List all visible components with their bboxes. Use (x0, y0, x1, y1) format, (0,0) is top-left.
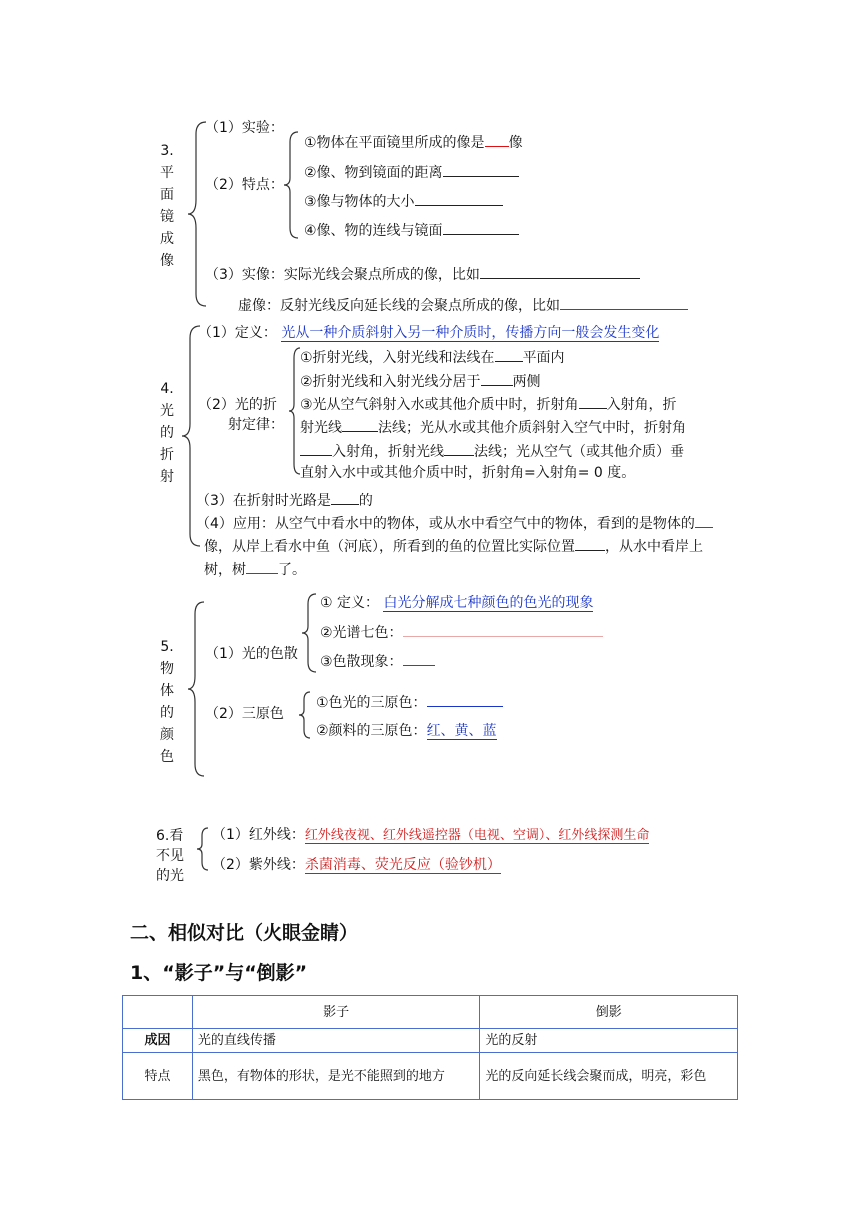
section-2-heading: 二、相似对比（火眼金睛） (130, 922, 359, 944)
law-3-text: ③光从空气斜射入水或其他介质中时，折射角 (300, 397, 579, 413)
pigment-primaries-line (316, 722, 497, 740)
spectrum-label: ②光谱七色： (320, 625, 403, 641)
feature-4-blank[interactable] (443, 220, 519, 235)
virtual-image-text: 虚像：反射光线反向延长线的会聚点所成的像，比如 (238, 298, 560, 314)
table-cell: 光的直线传播 (192, 1029, 480, 1053)
reversible-blank[interactable] (331, 490, 359, 505)
reversible-suffix: 的 (358, 493, 373, 509)
dispersion-label: （1）光的色散 (205, 646, 298, 662)
dispersion-phenomenon-line (320, 651, 435, 671)
section-6-brace (196, 826, 212, 872)
ultraviolet-text: 杀菌消毒、荧光反应（验钞机） (304, 857, 501, 873)
light-primaries-line (316, 692, 503, 712)
section-5-title: 5.物体的颜色 (160, 639, 174, 765)
feature-1 (304, 132, 523, 152)
application-blank-1[interactable] (695, 513, 713, 528)
table-header-cell: 影子 (192, 996, 480, 1029)
spectrum-blank[interactable] (403, 622, 603, 637)
law-2 (300, 371, 541, 391)
law-1-text: ①折射光线，入射光线和法线在 (300, 350, 495, 366)
law-5-text: 入射角，折射光线 (332, 444, 444, 460)
application-text-5: 了。 (278, 562, 306, 578)
real-image-blank[interactable] (480, 264, 640, 279)
refraction-def-label: （1）定义： (198, 325, 277, 341)
feature-2-text: ②像、物到镜面的距离 (304, 165, 443, 181)
section-3-title: 3.平面镜成像 (160, 143, 174, 269)
table-cell: 黑色，有物体的形状，是光不能照到的地方 (192, 1053, 480, 1100)
subsection-1-heading: 1、“影子”与“倒影” (130, 962, 308, 984)
law-6: 直射入水中或其他介质中时，折射角=入射角= 0 度。 (300, 465, 636, 481)
feature-1-suffix: 像 (508, 135, 523, 151)
law-2-text: ②折射光线和入射光线分居于 (300, 374, 481, 390)
section-5-brace (186, 600, 208, 778)
ultraviolet-line (212, 856, 501, 874)
law-1-blank[interactable] (495, 347, 523, 362)
law-5 (300, 441, 684, 461)
table-row (123, 1029, 738, 1053)
application-text-2: 像，从岸上看水中鱼（河底），所看到的鱼的位置比实际位置 (204, 539, 575, 555)
feature-4 (304, 220, 519, 240)
feature-2 (304, 162, 519, 182)
law-5-blank-1[interactable] (300, 441, 332, 456)
infrared-line (212, 826, 649, 845)
application-blank-3[interactable] (246, 559, 278, 574)
primary-colors-brace (298, 690, 314, 740)
law-1 (300, 347, 565, 367)
primary-colors-label: （2）三原色 (205, 706, 284, 722)
table-header-cell (123, 996, 193, 1029)
dispersion-phenomenon-label: ③色散现象： (320, 654, 403, 670)
law-5-suffix: 法线；光从空气（或其他介质）垂 (474, 444, 684, 460)
refraction-law-label-2: 射定律： (228, 417, 284, 433)
table-cell: 光的反射 (480, 1029, 738, 1053)
law-3 (300, 394, 677, 414)
experiment-label: （1）实验： (205, 120, 284, 136)
pigment-primaries-text: 红、黄、蓝 (426, 723, 497, 739)
comparison-table (122, 995, 738, 1100)
light-primaries-label: ①色光的三原色： (316, 695, 427, 711)
refraction-def (198, 324, 659, 342)
feature-3-blank[interactable] (415, 191, 503, 206)
application-text-4: 树，树 (204, 562, 246, 578)
light-primaries-blank[interactable] (427, 692, 503, 707)
refraction-law-label (198, 395, 284, 435)
infrared-text: 红外线夜视、红外线遥控器（电视、空调）、红外线探测生命 (304, 828, 650, 843)
law-5-blank-2[interactable] (444, 441, 474, 456)
application-line-3 (204, 559, 306, 579)
infrared-label: （1）红外线： (212, 827, 305, 843)
reversible-line (196, 490, 373, 510)
dispersion-brace (300, 592, 320, 674)
law-1-suffix: 平面内 (522, 350, 565, 366)
reversible-text: （3）在折射时光路是 (196, 493, 331, 509)
feature-3-text: ③像与物体的大小 (304, 194, 415, 210)
table-cell: 特点 (123, 1053, 193, 1100)
feature-3 (304, 191, 503, 211)
law-2-blank[interactable] (481, 371, 513, 386)
law-3-blank[interactable] (579, 394, 607, 409)
virtual-image-line (238, 295, 688, 315)
dispersion-phenomenon-blank[interactable] (403, 651, 435, 666)
features-brace (282, 130, 302, 240)
spectrum-line (320, 622, 603, 642)
application-line-1 (196, 513, 713, 533)
refraction-law-label-1: （2）光的折 (198, 397, 277, 413)
feature-2-blank[interactable] (443, 162, 519, 177)
ultraviolet-label: （2）紫外线： (212, 857, 305, 873)
pigment-primaries-label: ②颜料的三原色： (316, 723, 427, 739)
law-3-suffix: 入射角，折 (606, 397, 677, 413)
table-cell: 成因 (123, 1029, 193, 1053)
law-2-suffix: 两侧 (512, 374, 541, 390)
virtual-image-blank[interactable] (560, 295, 688, 310)
section-6-title: 6.看不见的光 (156, 828, 184, 884)
real-image-text: （3）实像：实际光线会聚点所成的像，比如 (205, 267, 480, 283)
feature-4-text: ④像、物的连线与镜面 (304, 223, 443, 239)
real-image-line (205, 264, 640, 284)
table-header-row (123, 996, 738, 1029)
dispersion-def-label: ① 定义： (320, 595, 380, 611)
application-text-1: （4）应用：从空气中看水中的物体，或从水中看空气中的物体，看到的是物体的 (196, 516, 695, 532)
feature-1-text: ①物体在平面镜里所成的像是 (304, 135, 485, 151)
table-cell: 光的反向延长线会聚而成，明亮，彩色 (480, 1053, 738, 1100)
table-row (123, 1053, 738, 1100)
application-text-3: ，从水中看岸上 (605, 539, 703, 555)
law-4-text: 射光线 (300, 420, 342, 436)
application-blank-2[interactable] (575, 536, 605, 551)
dispersion-def-text: 白光分解成七种颜色的色光的现象 (383, 595, 594, 611)
application-line-2 (204, 536, 703, 556)
law-4-suffix: 法线；光从水或其他介质斜射入空气中时，折射角 (378, 420, 686, 436)
refraction-def-text: 光从一种介质斜射入另一种介质时，传播方向一般会发生变化 (281, 325, 660, 341)
features-label: （2）特点： (205, 177, 284, 193)
table-header-cell: 倒影 (480, 996, 738, 1029)
feature-1-blank[interactable] (485, 132, 509, 147)
dispersion-def (320, 594, 593, 612)
law-4 (300, 417, 686, 437)
law-4-blank[interactable] (342, 417, 378, 432)
section-4-title: 4.光的折射 (160, 381, 174, 485)
